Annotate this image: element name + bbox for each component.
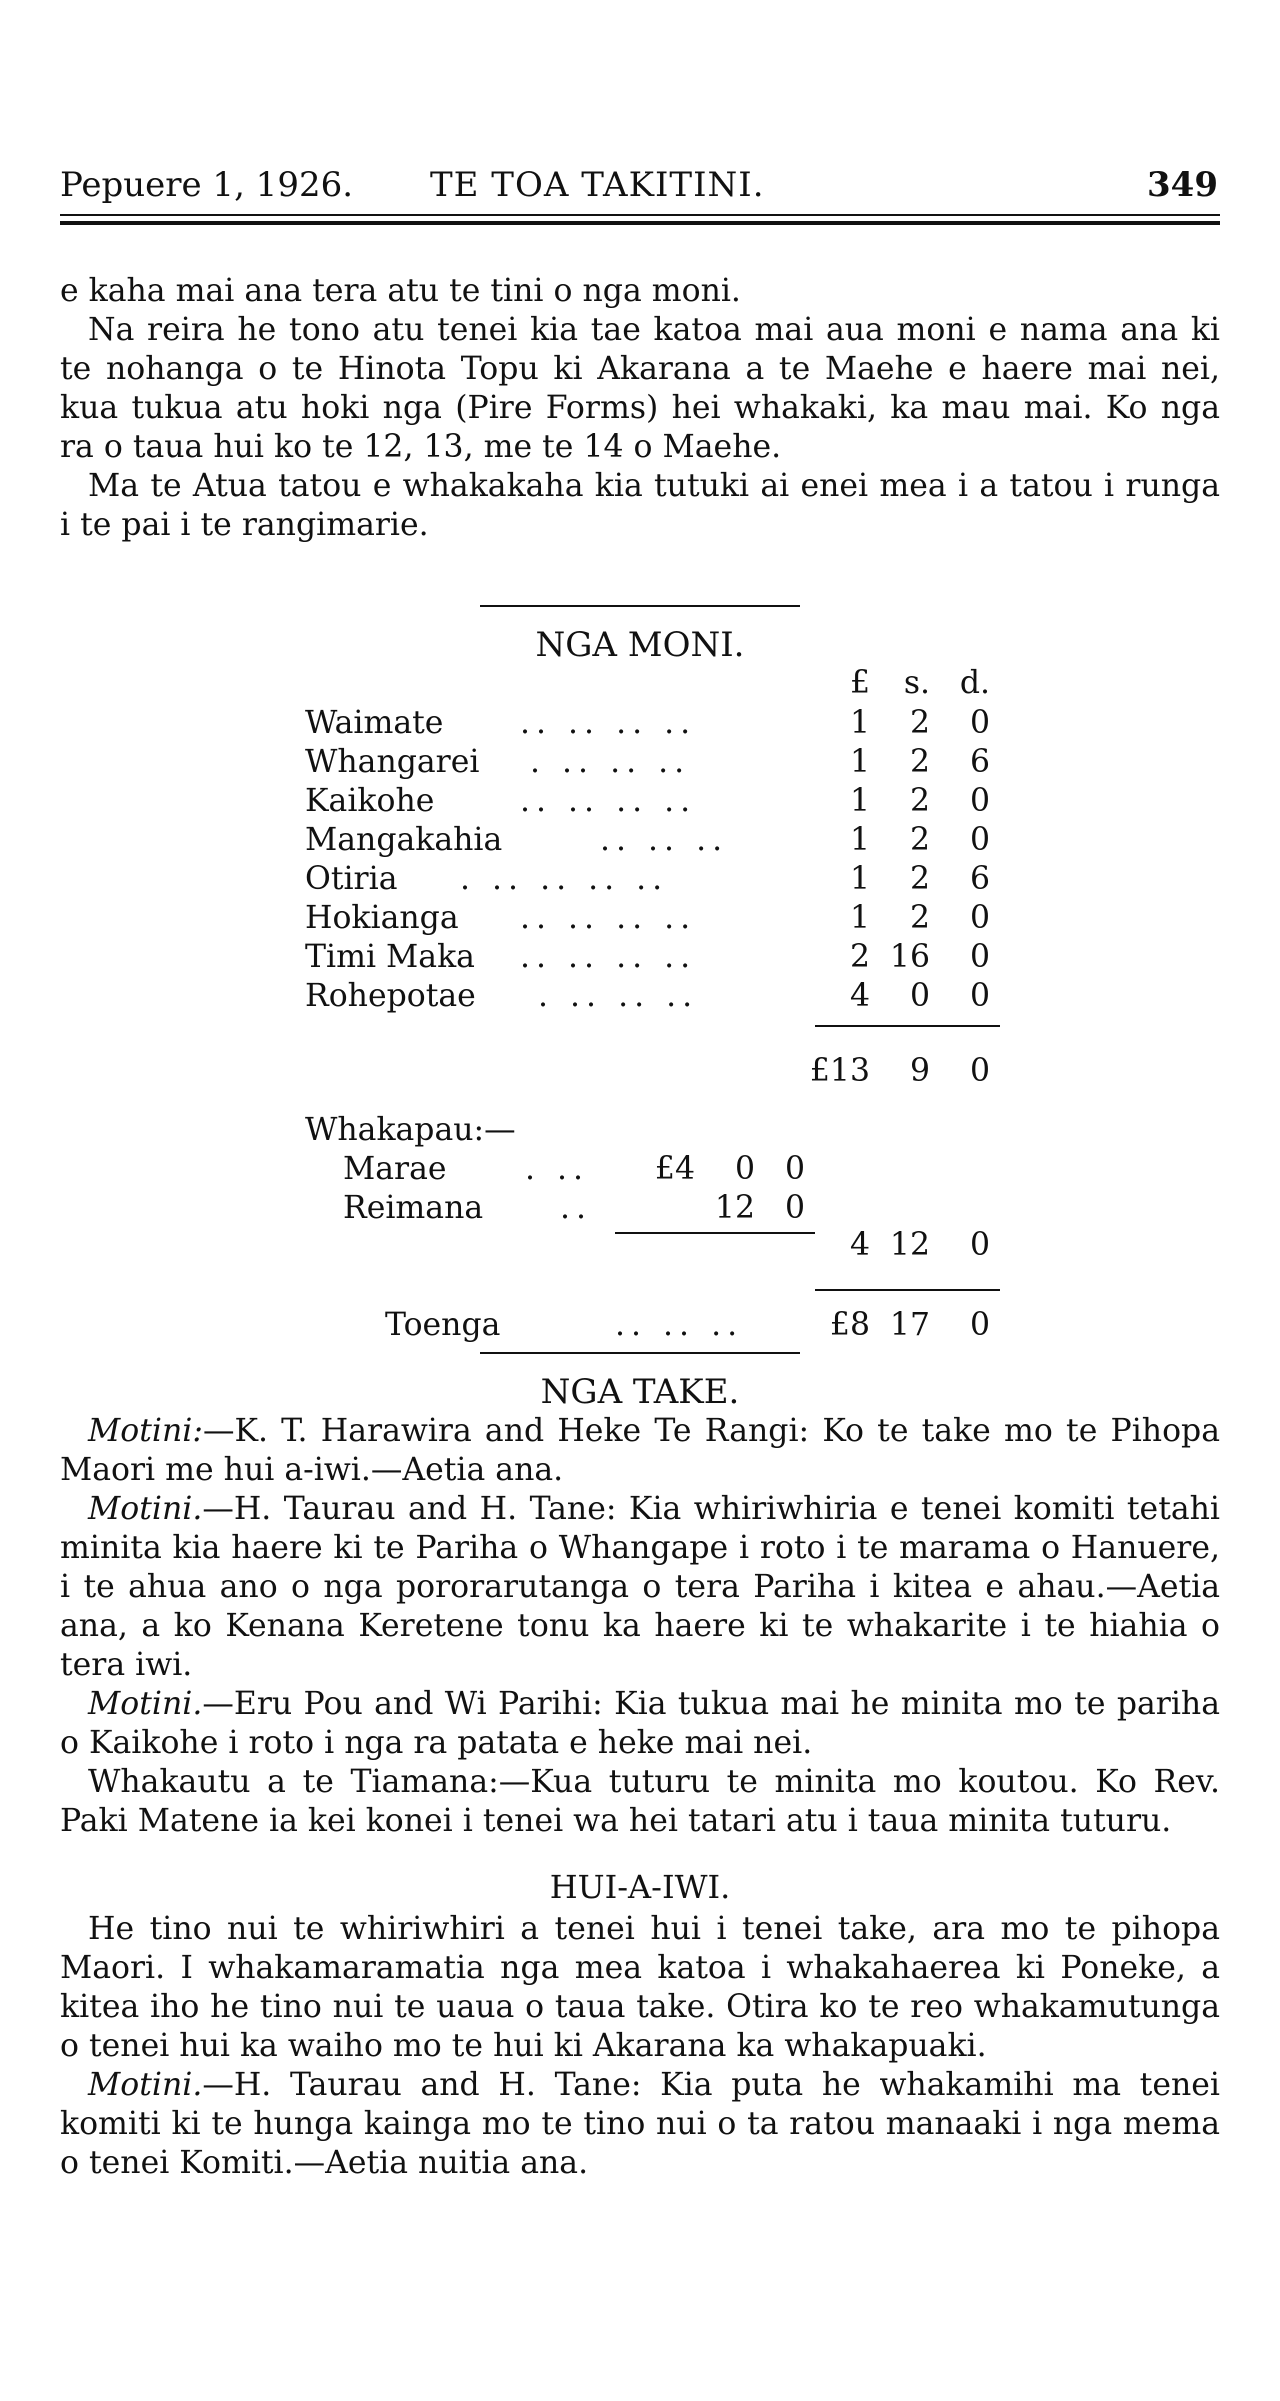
table-row	[60, 744, 1060, 784]
table-row	[60, 861, 1060, 901]
col-header-pounds: £	[849, 665, 870, 701]
table-row	[60, 900, 1060, 940]
page-header	[60, 165, 1220, 215]
page-number: 349	[1147, 165, 1218, 205]
row-pounds: 1	[849, 861, 870, 897]
leader-dots: .. .. .. ..	[520, 939, 697, 975]
leader-dots: . .. .. ..	[530, 744, 691, 780]
row-shillings: 2	[909, 783, 930, 819]
leader-dots: .. .. ..	[615, 1307, 744, 1343]
row-shillings: 0	[909, 978, 930, 1014]
moni-top-rule	[480, 605, 800, 607]
leader-dots: .. .. .. ..	[520, 705, 697, 741]
whakapau-total-row	[60, 1227, 1060, 1267]
take-item-1	[60, 1412, 1220, 1490]
toenga-pence: 0	[969, 1307, 990, 1343]
take-block	[60, 1412, 1220, 1841]
row-pence: 6	[969, 861, 990, 897]
row-pence: 0	[969, 978, 990, 1014]
moni-col-headers	[60, 665, 1060, 705]
leader-dots: .. .. .. ..	[520, 783, 697, 819]
row-name: Otiria	[305, 861, 398, 897]
moni-table	[60, 665, 1060, 1365]
row-pence: 0	[784, 1151, 805, 1187]
motini-text: —H. Taurau and H. Tane: Kia whiriwhiria e tenei komiti tetahi minita kia haere ki te Pariha o Whangape i roto i te marama o Hanuere, i te ahua ano o nga pororarutanga o tera Pariha i kitea e ahau.—Aetia ana, a ko Kenana Keretene tonu ka haere ki te whakarite i te hiahia o tera iwi.	[60, 1491, 1220, 1683]
hui-motini	[60, 2066, 1220, 2183]
col-header-shillings: s.	[903, 665, 930, 701]
row-name: Mangakahia	[305, 822, 503, 858]
row-pounds: 1	[849, 900, 870, 936]
row-name: Waimate	[305, 705, 444, 741]
motini-text: —H. Taurau and H. Tane: Kia puta he whakamihi ma tenei komiti ki te hunga kainga mo te tino nui o ta ratou manaaki i nga mema o tenei Komiti.—Aetia nuitia ana.	[60, 2067, 1220, 2181]
whakautu-text: Whakautu a te Tiamana:—Kua tuturu te minita mo koutou. Ko Rev. Paki Matene ia kei konei i tenei wa hei tatari atu i taua minita tuturu.	[60, 1764, 1220, 1839]
take-item-3	[60, 1685, 1220, 1763]
whakapau-total-pence: 0	[969, 1227, 990, 1263]
whakapau-label: Whakapau:—	[305, 1112, 516, 1148]
whakapau-label-row	[60, 1112, 1060, 1152]
leader-dots: . .. .. ..	[538, 978, 699, 1014]
take-heading: NGA TAKE.	[540, 1372, 740, 1412]
table-row	[60, 705, 1060, 745]
table-row	[60, 1190, 1060, 1230]
row-pounds: £4	[654, 1151, 695, 1187]
row-shillings: 2	[909, 861, 930, 897]
row-shillings: 2	[909, 705, 930, 741]
table-row	[60, 978, 1060, 1018]
intro-paragraph-1: e kaha mai ana tera atu te tini o nga moni.	[60, 273, 741, 309]
row-shillings: 0	[734, 1151, 755, 1187]
row-pence: 0	[969, 705, 990, 741]
whakapau-total-pounds: 4	[849, 1227, 870, 1263]
row-shillings: 2	[909, 900, 930, 936]
row-name: Hokianga	[305, 900, 459, 936]
intro-paragraph-2: Na reira he tono atu tenei kia tae katoa mai aua moni e nama ana ki te nohanga o te Hinota Topu ki Akarana a te Maehe e haere mai nei, kua tukua atu hoki nga (Pire Forms) hei whakaki, ka mau mai. Ko nga ra o taua hui ko te 12, 13, me te 14 o Maehe.	[60, 312, 1220, 465]
take-top-rule	[480, 1352, 800, 1354]
total-shillings: 9	[909, 1053, 930, 1089]
row-name: Whangarei	[305, 744, 480, 780]
motini-text: —Eru Pou and Wi Parihi: Kia tukua mai he minita mo te pariha o Kaikohe i roto i nga ra patata e heke mai nei.	[60, 1686, 1220, 1761]
row-name: Reimana	[343, 1190, 484, 1226]
header-date: Pepuere 1, 1926.	[60, 165, 354, 205]
row-pence: 0	[784, 1190, 805, 1226]
header-rule-thick	[60, 221, 1220, 225]
table-row	[60, 783, 1060, 823]
row-name: Timi Maka	[305, 939, 475, 975]
row-pounds: 1	[849, 744, 870, 780]
row-pounds: 1	[849, 783, 870, 819]
intro-block	[60, 272, 1220, 545]
row-pounds: 1	[849, 822, 870, 858]
row-shillings: 2	[909, 744, 930, 780]
hui-heading: HUI-A-IWI.	[549, 1868, 731, 1906]
row-pounds: 4	[849, 978, 870, 1014]
toenga-shillings: 17	[889, 1307, 930, 1343]
total-pence: 0	[969, 1053, 990, 1089]
row-pence: 0	[969, 900, 990, 936]
leader-dots: . ..	[525, 1151, 590, 1187]
motini-label: Motini.	[88, 1491, 203, 1527]
row-pounds: 2	[849, 939, 870, 975]
hui-paragraph: He tino nui te whiriwhiri a tenei hui i tenei take, ara mo te pihopa Maori. I whakamaramatia nga mea katoa i whakahaerea ki Poneke, a kitea iho he tino nui te uaua o taua take. Otira ko te reo whakamutunga o tenei hui ka waiho mo te hui ki Akarana ka whakapuaki.	[60, 1911, 1220, 2064]
toenga-rule	[815, 1289, 1000, 1291]
whakapau-total-shillings: 12	[889, 1227, 930, 1263]
hui-block	[60, 1910, 1220, 2183]
row-shillings: 2	[909, 822, 930, 858]
row-name: Rohepotae	[305, 978, 476, 1014]
subtotal-rule	[815, 1025, 1000, 1027]
row-pence: 0	[969, 822, 990, 858]
leader-dots: ..	[560, 1190, 593, 1226]
table-row	[60, 939, 1060, 979]
header-title: TE TOA TAKITINI.	[430, 165, 765, 205]
row-name: Marae	[343, 1151, 447, 1187]
table-row	[60, 1151, 1060, 1191]
row-shillings: 12	[714, 1190, 755, 1226]
leader-dots: . .. .. .. ..	[460, 861, 669, 897]
row-shillings: 16	[889, 939, 930, 975]
toenga-row	[60, 1307, 1060, 1347]
table-row	[60, 822, 1060, 862]
motini-label: Motini.	[88, 1686, 203, 1722]
moni-heading: NGA MONI.	[535, 625, 745, 665]
motini-label: Motini.	[88, 2067, 203, 2103]
row-name: Kaikohe	[305, 783, 435, 819]
row-pence: 0	[969, 939, 990, 975]
toenga-pounds: £8	[829, 1307, 870, 1343]
motini-text: —K. T. Harawira and Heke Te Rangi: Ko te take mo te Pihopa Maori me hui a-iwi.—Aetia ana.	[60, 1413, 1220, 1488]
leader-dots: .. .. ..	[600, 822, 729, 858]
toenga-label: Toenga	[385, 1307, 501, 1343]
header-rule-thin	[60, 214, 1220, 216]
row-pence: 6	[969, 744, 990, 780]
intro-paragraph-3: Ma te Atua tatou e whakakaha kia tutuki ai enei mea i a tatou i runga i te pai i te rangimarie.	[60, 468, 1220, 543]
total-pounds: £13	[809, 1053, 870, 1089]
row-pence: 0	[969, 783, 990, 819]
take-item-4	[60, 1763, 1220, 1841]
take-item-2	[60, 1490, 1220, 1685]
motini-label: Motini:	[88, 1413, 203, 1449]
col-header-pence: d.	[959, 665, 990, 701]
leader-dots: .. .. .. ..	[520, 900, 697, 936]
total-row	[60, 1053, 1060, 1093]
row-pounds: 1	[849, 705, 870, 741]
